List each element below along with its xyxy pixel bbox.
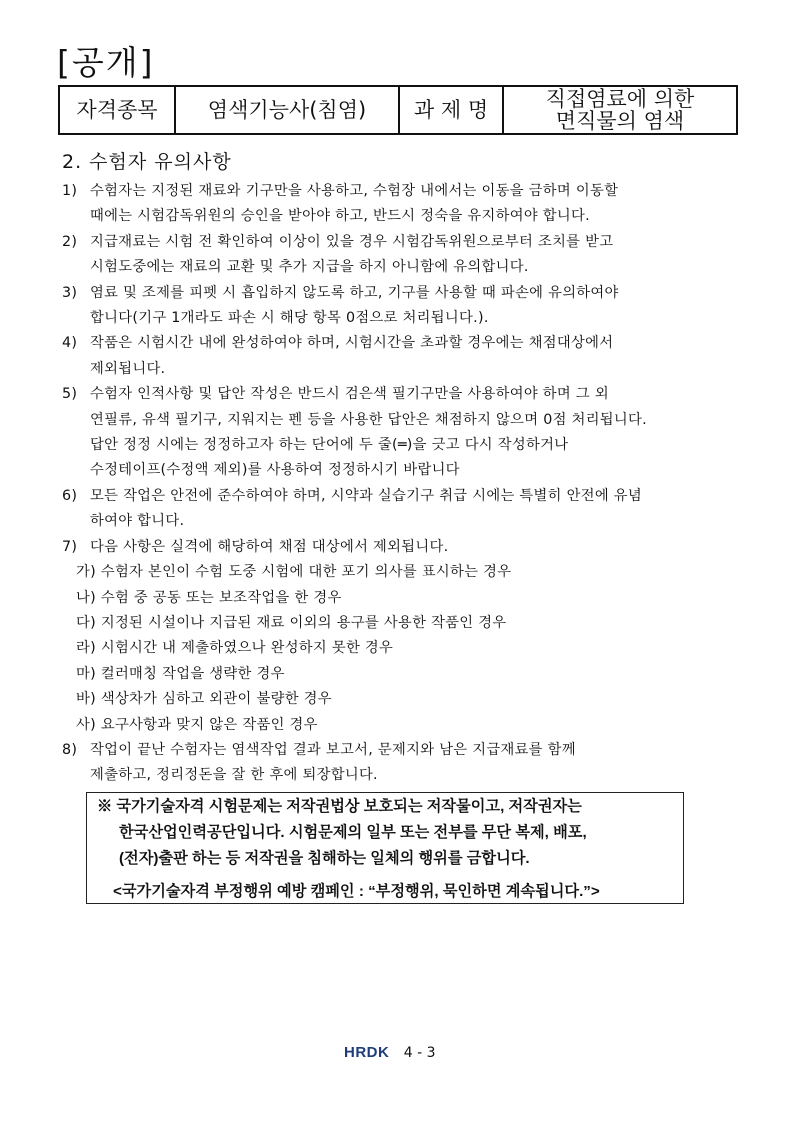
note-line: 제출하고, 정리정돈을 잘 한 후에 퇴장합니다.: [90, 767, 378, 784]
note-number: 2): [62, 233, 78, 250]
task-label: 과 제 명: [399, 86, 503, 134]
disqualification-item: 사) 요구사항과 맞지 않은 작품인 경우: [76, 716, 318, 733]
note-number: 4): [62, 335, 78, 352]
note-item: [60, 281, 760, 332]
field-value: 염색기능사(침염): [175, 86, 399, 134]
page-tag: [공개]: [57, 43, 155, 82]
task-value-line1: 직접염료에 의한: [545, 87, 695, 111]
note-item: [60, 382, 760, 484]
note-item: [60, 179, 760, 230]
disqualification-item: 마) 컬러매칭 작업을 생략한 경우: [76, 665, 285, 682]
note-number: 1): [62, 183, 78, 199]
disqualification-item: 바) 색상차가 심하고 외관이 불량한 경우: [76, 691, 332, 708]
note-line: 다음 사항은 실격에 해당하여 채점 대상에서 제외됩니다.: [90, 538, 449, 555]
note-line: 작품은 시험시간 내에 완성하여야 하며, 시험시간을 초과할 경우에는 채점대상에서: [90, 335, 614, 352]
copyright-line: ※ 국가기술자격 시험문제는 저작권법상 보호되는 저작물이고, 저작권자는: [97, 798, 582, 815]
note-line: 제외됩니다.: [90, 360, 166, 377]
note-line: 지급재료는 시험 전 확인하여 이상이 있을 경우 시험감독위원으로부터 조치를 받고: [90, 233, 614, 250]
note-number: 5): [62, 386, 78, 403]
note-line: 모든 작업은 안전에 준수하여야 하며, 시약과 실습기구 취급 시에는 특별히 안전에 유념: [90, 487, 643, 504]
note-item: [60, 230, 760, 281]
disqualification-item: 라) 시험시간 내 제출하였으나 완성하지 못한 경우: [76, 640, 394, 657]
note-line: 연필류, 유색 필기구, 지워지는 펜 등을 사용한 답안은 채점하지 않으며 0점 처리됩니다.: [90, 411, 647, 428]
copyright-line: 한국산업인력공단입니다. 시험문제의 일부 또는 전부를 무단 복제, 배포,: [119, 824, 587, 841]
campaign-line: <국가기술자격 부정행위 예방 캠페인 : “부정행위, 묵인하면 계속됩니다.”>: [113, 883, 600, 900]
hrdk-logo: HRDK: [344, 1044, 390, 1061]
note-item: [60, 738, 760, 789]
note-number: 6): [62, 487, 78, 504]
note-line: 수험자 인적사항 및 답안 작성은 반드시 검은색 필기구만을 사용하여야 하며 그 외: [90, 386, 609, 403]
note-line: 때에는 시험감독위원의 승인을 받아야 하고, 반드시 정숙을 유지하여야 합니다.: [90, 208, 590, 225]
note-line: 염료 및 조제를 피펫 시 흡입하지 않도록 하고, 기구를 사용할 때 파손에 유의하여야: [90, 284, 619, 301]
task-value: [503, 86, 737, 134]
exam-info-table: [58, 85, 738, 135]
disqualification-item: 가) 수험자 본인이 수험 도중 시험에 대한 포기 의사를 표시하는 경우: [76, 564, 512, 581]
note-line: 작업이 끝난 수험자는 염색작업 결과 보고서, 문제지와 남은 지급재료를 함께: [90, 741, 576, 758]
page-footer: [344, 1043, 436, 1063]
note-number: 8): [62, 741, 78, 758]
note-line: 시험도중에는 재료의 교환 및 추가 지급을 하지 아니함에 유의합니다.: [90, 259, 529, 276]
note-number: 3): [62, 284, 78, 301]
copyright-line: (전자)출판 하는 등 저작권을 침해하는 일체의 행위를 금합니다.: [119, 850, 530, 867]
note-line: 수험자는 지정된 재료와 기구만을 사용하고, 수험장 내에서는 이동을 금하며 이동할: [90, 183, 619, 199]
field-label: 자격종목: [59, 86, 175, 134]
note-line: 수정테이프(수정액 제외)를 사용하여 정정하시기 바랍니다: [90, 462, 460, 479]
note-line: 하여야 합니다.: [90, 513, 185, 530]
notes-list: [60, 179, 760, 789]
note-item: [60, 535, 760, 560]
note-line: 답안 정정 시에는 정정하고자 하는 단어에 두 줄(═)을 긋고 다시 작성하거나: [90, 437, 569, 454]
disqualification-list: [60, 560, 760, 738]
note-number: 7): [62, 538, 78, 555]
disqualification-item: 다) 지정된 시설이나 지급된 재료 이외의 용구를 사용한 작품인 경우: [76, 614, 507, 631]
note-line: 합니다(기구 1개라도 파손 시 해당 항목 0점으로 처리됩니다.).: [90, 310, 489, 327]
note-item: [60, 484, 760, 535]
task-value-line2: 면직물의 염색: [555, 109, 685, 133]
disqualification-item: 나) 수험 중 공동 또는 보조작업을 한 경우: [76, 589, 342, 606]
section-title: 2. 수험자 유의사항: [62, 151, 232, 173]
copyright-notice-box: [86, 792, 684, 904]
page-number: 4 - 3: [403, 1045, 436, 1061]
note-item: [60, 331, 760, 382]
